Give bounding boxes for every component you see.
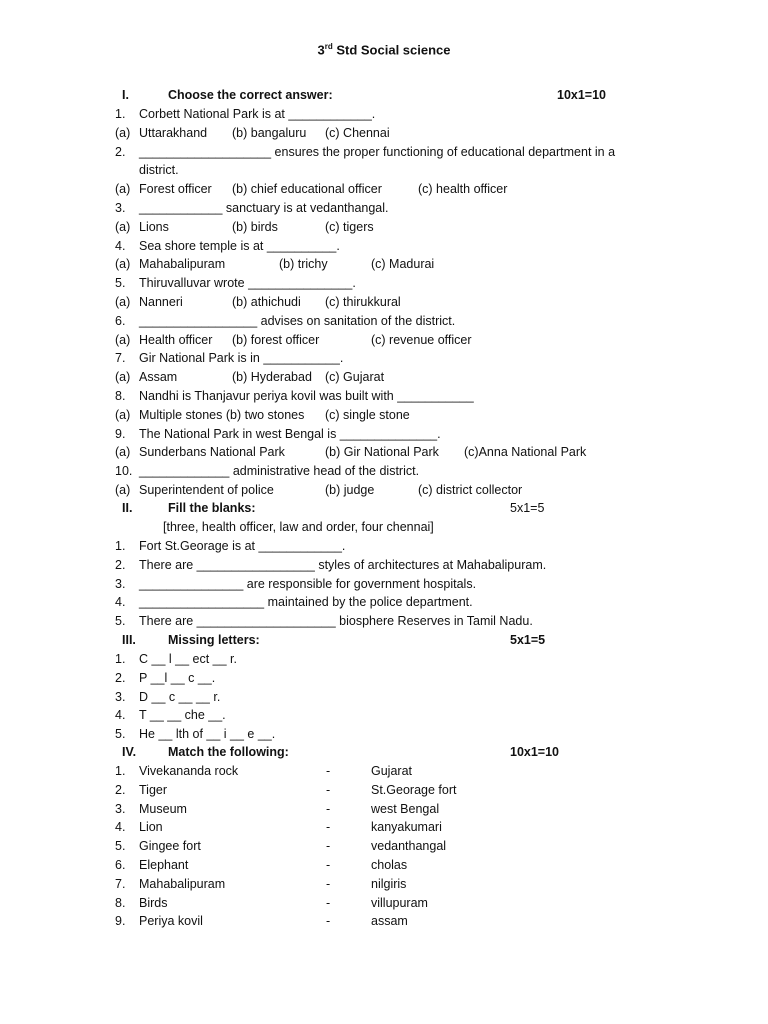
answer-option: (a) xyxy=(115,332,131,347)
question-text: Nandhi is Thanjavur periya kovil was built with ___________ xyxy=(139,389,474,403)
item-text: T __ __ che __. xyxy=(139,708,226,723)
answer-option: (b) athichudi xyxy=(232,295,301,309)
section-title: Match the following: xyxy=(168,745,289,759)
question-number: 4. xyxy=(115,238,126,253)
answer-option: (c) tigers xyxy=(325,219,374,234)
section-marks: 5x1=5 xyxy=(510,633,546,647)
answer-option: (c) Chennai xyxy=(325,125,390,140)
question-number: 9. xyxy=(115,426,126,441)
item-text: There are _________________ styles of architectures at Mahabalipuram. xyxy=(139,557,547,572)
match-left: Mahabalipuram xyxy=(139,876,226,891)
answer-option: (a) xyxy=(115,483,131,497)
match-dash: - xyxy=(326,858,331,872)
answer-option: (a) xyxy=(115,370,131,385)
answer-option: Assam xyxy=(139,370,178,385)
match-dash: - xyxy=(326,820,331,835)
question-text-cont: district. xyxy=(139,163,179,178)
item-number: 4. xyxy=(115,708,126,723)
answer-option: (c) thirukkural xyxy=(325,295,401,309)
answer-option: (c) revenue officer xyxy=(371,332,472,347)
match-right: kanyakumari xyxy=(371,820,442,835)
match-right: west Bengal xyxy=(371,801,440,816)
item-number: 4. xyxy=(115,595,126,610)
item-number: 3. xyxy=(115,689,126,704)
answer-option: (b) birds xyxy=(232,219,278,234)
page-title xyxy=(0,42,768,57)
question-text: _________________ advises on sanitation of the district. xyxy=(139,313,456,328)
match-right: villupuram xyxy=(371,895,428,910)
answer-option: (b) bangaluru xyxy=(232,125,307,140)
section-number: IV. xyxy=(122,745,137,759)
match-dash: - xyxy=(326,764,331,778)
title-rest: Std Social science xyxy=(332,42,451,58)
item-number: 5. xyxy=(115,614,126,629)
question-number: 7. xyxy=(115,351,126,366)
answer-option: Mahabalipuram xyxy=(139,257,226,272)
match-dash: - xyxy=(326,782,331,797)
item-number: 1. xyxy=(115,539,126,553)
title-prefix: 3 xyxy=(317,42,325,58)
item-number: 4. xyxy=(115,820,126,835)
answer-option: (a) xyxy=(115,407,131,422)
item-text: D __ c __ __ r. xyxy=(139,689,221,704)
item-number: 1. xyxy=(115,764,126,778)
item-text: There are ____________________ biosphere Reserves in Tamil Nadu. xyxy=(139,614,533,629)
question-number: 1. xyxy=(115,107,126,121)
item-text: _______________ are responsible for government hospitals. xyxy=(139,576,477,591)
section-number: II. xyxy=(122,501,133,515)
answer-option: (c)Anna National Park xyxy=(464,445,587,460)
answer-option: (a) xyxy=(115,257,131,272)
question-number: 3. xyxy=(115,201,126,215)
match-left: Birds xyxy=(139,895,168,910)
match-left: Gingee fort xyxy=(139,839,201,854)
item-number: 3. xyxy=(115,801,126,816)
answer-option: (c) district collector xyxy=(418,483,523,497)
match-left: Periya kovil xyxy=(139,914,203,929)
answer-option: (b) trichy xyxy=(279,257,328,272)
answer-option: (a) xyxy=(115,295,131,309)
match-dash: - xyxy=(326,914,331,929)
question-text: Thiruvalluvar wrote _______________. xyxy=(139,276,356,291)
question-number: 8. xyxy=(115,389,126,403)
item-text: __________________ maintained by the police department. xyxy=(139,595,473,610)
item-number: 2. xyxy=(115,782,126,797)
answer-option: (b) forest officer xyxy=(232,332,320,347)
question-number: 2. xyxy=(115,144,126,159)
answer-option: Multiple stones (b) two stones xyxy=(139,407,305,422)
section-title: Missing letters: xyxy=(168,633,260,647)
match-left: Elephant xyxy=(139,858,189,872)
question-text: ____________ sanctuary is at vedanthangal. xyxy=(139,201,389,215)
match-right: vedanthangal xyxy=(371,839,447,854)
question-number: 5. xyxy=(115,276,126,291)
answer-option: (a) xyxy=(115,182,131,197)
answer-option: Sunderbans National Park xyxy=(139,445,285,460)
section-marks: 10x1=10 xyxy=(557,88,607,102)
item-number: 2. xyxy=(115,670,126,685)
item-number: 8. xyxy=(115,895,126,910)
match-left: Lion xyxy=(139,820,163,835)
answer-option: (a) xyxy=(115,219,131,234)
question-number: 6. xyxy=(115,313,126,328)
section-marks: 5x1=5 xyxy=(510,501,545,515)
question-text: Corbett National Park is at ____________. xyxy=(139,107,376,121)
answer-option: (c) Gujarat xyxy=(325,370,385,385)
question-text: The National Park in west Bengal is ______________. xyxy=(139,426,441,441)
section-title: Choose the correct answer: xyxy=(168,88,333,102)
match-left: Tiger xyxy=(139,782,168,797)
item-number: 5. xyxy=(115,839,126,854)
answer-option: Health officer xyxy=(139,332,213,347)
match-right: St.Georage fort xyxy=(371,782,457,797)
section-marks: 10x1=10 xyxy=(510,745,560,759)
answer-option: (b) Hyderabad xyxy=(232,370,312,385)
section-title: Fill the blanks: xyxy=(168,501,256,515)
match-right: assam xyxy=(371,914,408,929)
answer-option: (b) judge xyxy=(325,483,375,497)
answer-option: (c) health officer xyxy=(418,182,508,197)
answer-option: (b) Gir National Park xyxy=(325,445,439,460)
answer-option: (a) xyxy=(115,445,131,460)
title-superscript: rd xyxy=(324,42,333,51)
section-number: I. xyxy=(122,88,129,102)
word-bank-text: [three, health officer, law and order, four chennai] xyxy=(163,520,434,534)
match-right: Gujarat xyxy=(371,764,412,778)
match-right: cholas xyxy=(371,858,408,872)
answer-option: (a) xyxy=(115,125,131,140)
match-left: Vivekananda rock xyxy=(139,764,239,778)
answer-option: Nanneri xyxy=(139,295,183,309)
match-left: Museum xyxy=(139,801,187,816)
item-number: 3. xyxy=(115,576,126,591)
item-text: Fort St.Georage is at ____________. xyxy=(139,539,346,553)
match-dash: - xyxy=(326,839,331,854)
answer-option: (c) Madurai xyxy=(371,257,435,272)
item-number: 2. xyxy=(115,557,126,572)
question-text: Gir National Park is in ___________. xyxy=(139,351,344,366)
answer-option: (b) chief educational officer xyxy=(232,182,382,197)
question-text: Sea shore temple is at __________. xyxy=(139,238,340,253)
item-text: P __l __ c __. xyxy=(139,670,216,685)
match-dash: - xyxy=(326,876,331,891)
match-right: nilgiris xyxy=(371,876,407,891)
item-number: 5. xyxy=(115,727,126,742)
item-text: C __ l __ ect __ r. xyxy=(139,652,237,666)
question-number: 10. xyxy=(115,464,133,479)
question-text: ___________________ ensures the proper functioning of educational department in a xyxy=(139,144,616,159)
answer-option: Uttarakhand xyxy=(139,125,208,140)
item-number: 6. xyxy=(115,858,126,872)
answer-option: Lions xyxy=(139,219,169,234)
answer-option: Forest officer xyxy=(139,182,212,197)
item-number: 7. xyxy=(115,876,126,891)
match-dash: - xyxy=(326,895,331,910)
answer-option: (c) single stone xyxy=(325,407,410,422)
item-text: He __ lth of __ i __ e __. xyxy=(139,727,276,742)
match-dash: - xyxy=(326,801,331,816)
question-text: _____________ administrative head of the district. xyxy=(139,464,420,479)
item-number: 9. xyxy=(115,914,126,929)
section-number: III. xyxy=(122,633,136,647)
answer-option: Superintendent of police xyxy=(139,483,274,497)
item-number: 1. xyxy=(115,652,126,666)
